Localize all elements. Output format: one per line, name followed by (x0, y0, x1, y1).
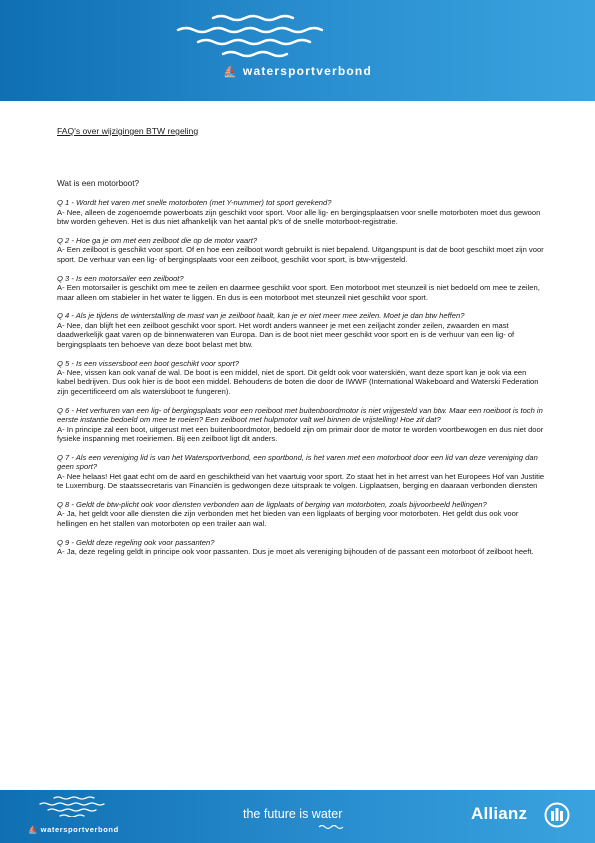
faq-answer: A- Ja, deze regeling geldt in principe ook voor passanten. Dus je moet als vereniging bijhouden of de passant een motorboot óf zeilboot heeft. (57, 547, 534, 557)
faq-item (57, 274, 545, 302)
footer-logo-text: watersportverbond (40, 825, 119, 834)
faq-item (57, 453, 545, 491)
tagline: the future is water (243, 807, 343, 821)
intro-heading: Wat is een motorboot? (57, 179, 140, 189)
footer-banner (0, 790, 595, 843)
faq-answer: A- In principe zal een boot, uitgerust met een buitenboordmotor, bedoeld zijn om primair door de motor te worden voortbewogen en dus niet door fysieke inspanning met roeiriemen. Bij een zeilboot ligt dit anders. (57, 424, 544, 443)
faq-answer: A- Nee, alleen de zogenoemde powerboats zijn geschikt voor sport. Voor alle lig- en bergingsplaatsen voor snelle motorboten moet dus gewoon btw worden geheven. Het is dus niet afhankelijk van het aantal pk's of de snelle motorboot-registratie. (57, 207, 541, 227)
faq-question: Q 3 - Is een motorsailer een zeilboot? (57, 273, 184, 283)
faq-item (57, 500, 545, 528)
sailboat-icon: ⛵ (28, 825, 38, 834)
faq-item (57, 359, 545, 397)
faq-question: Q 4 - Als je tijdens de winterstalling de mast van je zeilboot haalt, kan je er niet meer mee zeilen. Moet je dan btw heffen? (57, 311, 465, 321)
faq-question: Q 9 - Geldt deze regeling ook voor passanten? (57, 537, 215, 547)
faq-answer: A- Nee helaas! Het gaat echt om de aard en geschiktheid van het vaartuig voor sport. Zo staat het in het arrest van het Europees Hof van Justitie te Luxemburg. De staatssecretaris van Financiën is gedwongen deze uitspraak te volgen. Ligplaatsen, berging en daaraan verbonden diensten (57, 471, 545, 491)
faq-question: Q 7 - Als een vereniging lid is van het Watersportverbond, een sportbond, is het varen met een motorboot door een lid van deze vereniging dan geen sport? (57, 452, 538, 472)
allianz-eagle-icon (544, 802, 570, 828)
faq-item (57, 311, 545, 349)
faq-document (57, 127, 545, 557)
faq-item (57, 236, 545, 264)
faq-item (57, 538, 545, 557)
faq-answer: A- Een zeilboot is geschikt voor sport. Of en hoe een zeilboot wordt gebruikt is niet bepalend. Uitgangspunt is dat de boot geschikt moet zijn voor sport. De verhuur van een lig- of bergingsplaats voor een zeilboot, geschikt voor sport, is btw-vrijgesteld. (57, 245, 544, 264)
waves-icon (153, 12, 348, 62)
faq-answer: A- Een motorsailer is geschikt om mee te zeilen en daarmee geschikt voor sport. Een motorboot met steunzeil is niet bedoeld om mee te zeilen, maar alleen om stabieler in het water te liggen. En dus is een motorboot met steunzeil niet geschikt voor sport. (57, 283, 540, 302)
wave-underline-icon (243, 824, 353, 830)
faq-question: Q 1 - Wordt het varen met snelle motorboten (met Y-nummer) tot sport gerekend? (57, 198, 332, 208)
faq-question: Q 2 - Hoe ga je om met een zeilboot die op de motor vaart? (57, 236, 258, 246)
header-banner (0, 0, 595, 101)
sailboat-icon: ⛵ (223, 66, 238, 78)
faq-question: Q 6 - Het verhuren van een lig- of bergingsplaats voor een roeiboot met buitenboordmotor is niet vrijgesteld van btw. Maar een roeiboot is toch in eerste instantie bedoeld om mee te roeien? Een zeilboot met hulpmotor valt wel binnen de vrijstelling! Hoe zit dat? (57, 405, 543, 425)
faq-item (57, 198, 545, 226)
faq-answer: A- Nee, vissen kan ook vanaf de wal. De boot is een middel, niet de sport. Dit geldt ook voor waterskiën, want deze sport kan je ook via een kabel bedrijven. Dus ook hier is de boot een middel. Behoudens de boten die door de IWWF (International Wakeboard and Waterski Federation zijn gecertificeerd om als waterskiboot te fungeren). (57, 368, 539, 396)
faq-question: Q 5 - Is een vissersboot een boot geschikt voor sport? (57, 358, 239, 368)
sponsor-logo: Allianz (471, 804, 528, 823)
faq-answer: A- Nee, dan blijft het een zeilboot geschikt voor sport. Het wordt anders wanneer je met een zeiljacht zonder zeilen, zwaarden en mast daadwerkelijk gaat varen op de binnenwateren van Europa. Dan is de boot niet meer geschikt voor sport en is de verhuur van een lig- of bergingsplaats ten behoeve van deze boot belast met btw. (57, 320, 515, 349)
faq-answer: A- Ja, het geldt voor alle diensten die zijn verbonden met het bieden van een ligplaats of berging voor motorboten. Het geldt dus ook voor hellingen en het stallen van motorboten op een trailer aan wal. (57, 509, 519, 528)
page-title: FAQ's over wijzigingen BTW regeling (57, 126, 199, 136)
header-logo (0, 64, 595, 78)
header-logo-text: watersportverbond (242, 64, 372, 78)
waves-icon (34, 795, 116, 817)
faq-question: Q 8 - Geldt de btw-plicht ook voor diensten verbonden aan de ligplaats of berging van motorboten, zoals bijvoorbeeld hellingen? (57, 499, 487, 509)
footer-logo (28, 825, 119, 834)
faq-item (57, 406, 545, 444)
